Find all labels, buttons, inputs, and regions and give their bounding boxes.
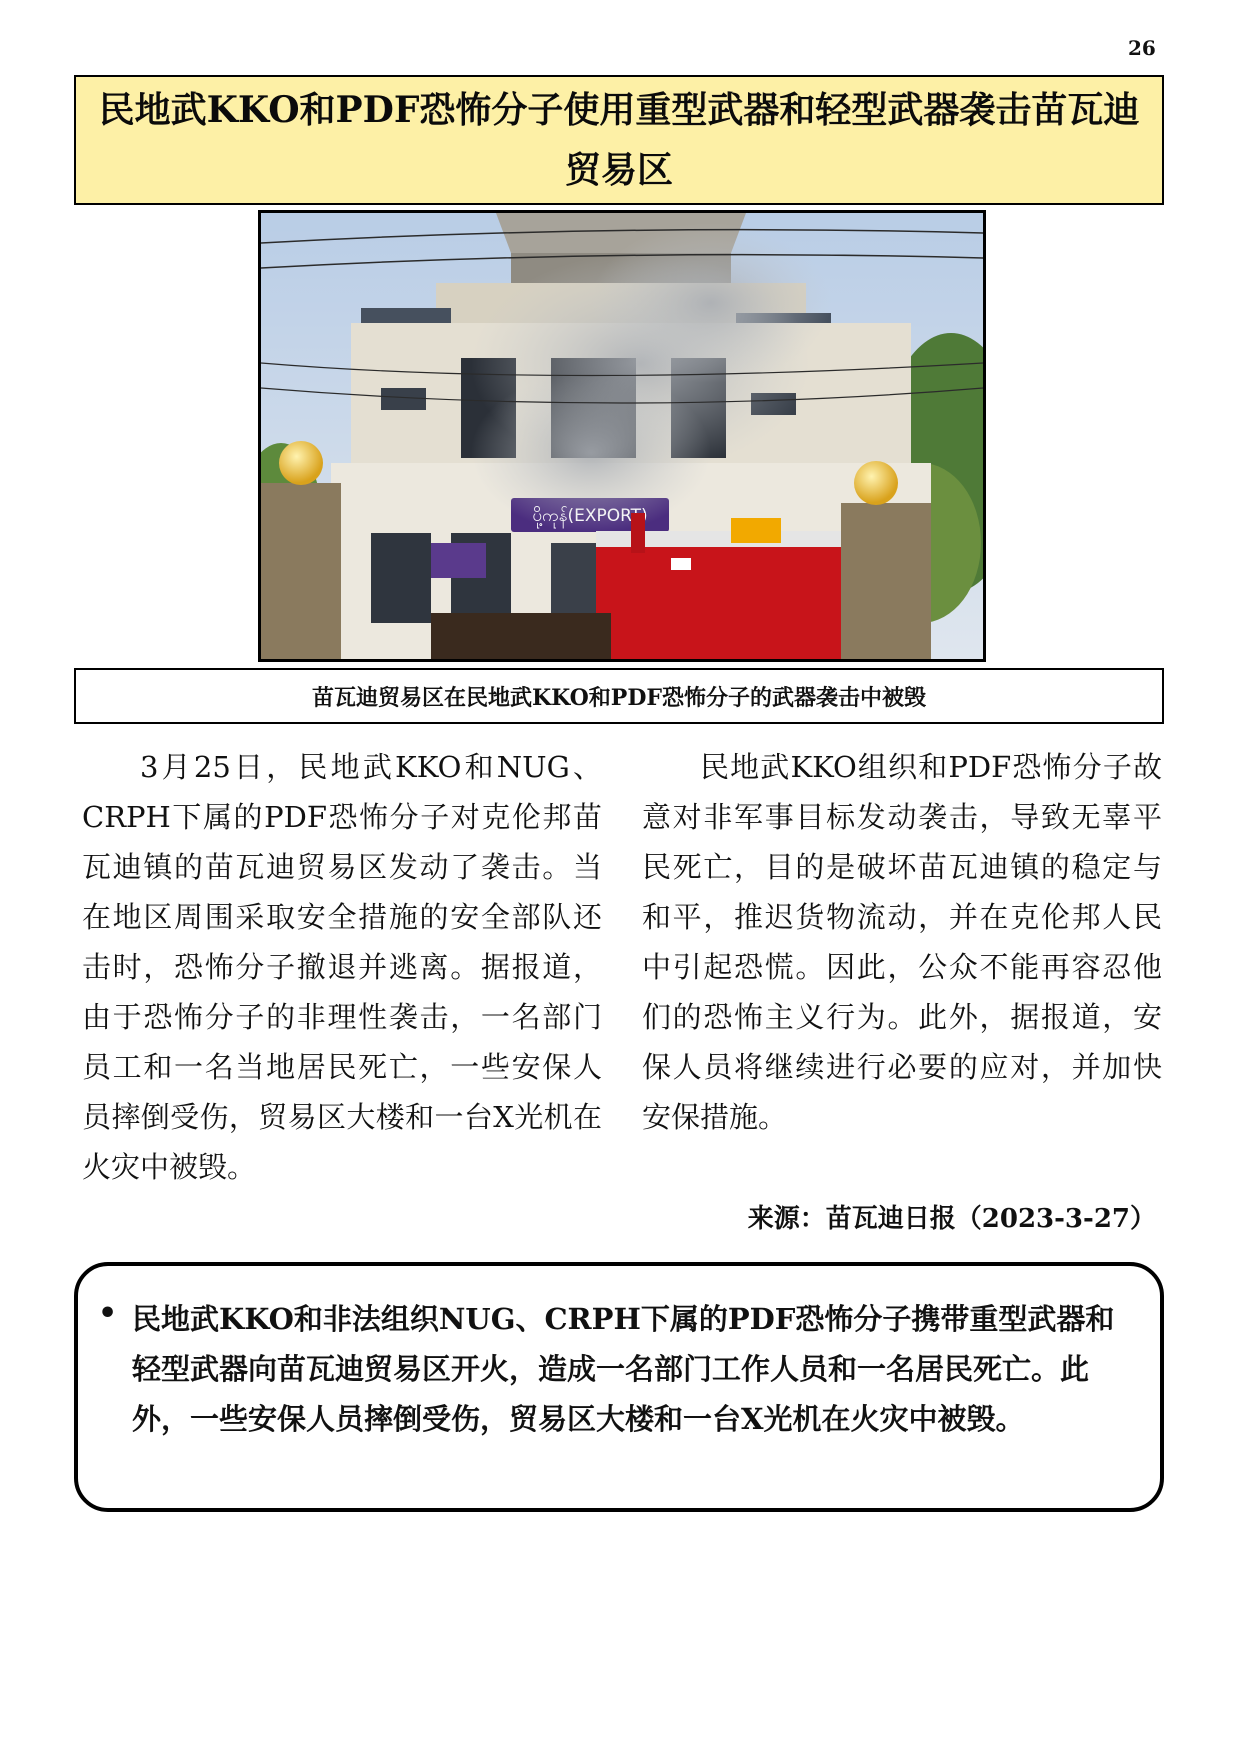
summary-box	[74, 1262, 1164, 1512]
page-title: 民地武KKO和PDF恐怖分子使用重型武器和轻型武器袭击苗瓦迪贸易区	[98, 89, 1140, 191]
smoke	[471, 373, 711, 533]
news-photo	[258, 210, 986, 662]
lamp-globe	[279, 441, 323, 485]
paragraph-right: 民地武KKO组织和PDF恐怖分子故意对非军事目标发动袭击，导致无辜平民死亡，目的是破坏苗瓦迪镇的稳定与和平，推迟货物流动，并在克伦邦人民中引起恐慌。因此，公众不能再容忍他们的恐怖主义行为。此外，据报道，安保人员将继续进行必要的应对，并加快安保措施。	[642, 750, 1162, 1134]
page-number: 26	[1128, 36, 1156, 60]
source-credit: 来源：苗瓦迪日报（2023-3-27）	[747, 1204, 1156, 1234]
fence	[431, 613, 611, 659]
photo-caption: 苗瓦迪贸易区在民地武KKO和PDF恐怖分子的武器袭击中被毁	[311, 684, 927, 711]
caption-box	[74, 668, 1164, 724]
window	[381, 388, 426, 410]
paragraph-left: 3月25日，民地武KKO和NUG、CRPH下属的PDF恐怖分子对克伦邦苗瓦迪镇的苗瓦迪贸易区发动了袭击。当在地区周围采取安全措施的安全部队还击时，恐怖分子撤退并逃离。据报道，由于恐怖分子的非理性袭击，一名部门员工和一名当地居民死亡，一些安保人员摔倒受伤，贸易区大楼和一台X光机在火灾中被毁。	[82, 750, 602, 1184]
fire-truck-light	[731, 518, 781, 543]
title-box	[74, 75, 1164, 205]
smoke	[591, 223, 831, 383]
building-fire-illustration	[261, 213, 983, 659]
fire-truck-plate	[671, 558, 691, 570]
lamp-globe	[854, 461, 898, 505]
bullet-icon: •	[98, 1296, 118, 1331]
fire-truck	[596, 543, 841, 659]
gate-pillar	[261, 483, 341, 659]
gate-pillar	[841, 503, 931, 659]
summary-text: 民地武KKO和非法组织NUG、CRPH下属的PDF恐怖分子携带重型武器和轻型武器向苗瓦迪贸易区开火，造成一名部门工作人员和一名居民死亡。此外，一些安保人员摔倒受伤，贸易区大楼和一台X光机在火灾中被毁。	[132, 1302, 1115, 1436]
window	[371, 533, 431, 623]
notice-sign	[431, 543, 486, 578]
fire-truck-nozzle	[631, 513, 645, 553]
